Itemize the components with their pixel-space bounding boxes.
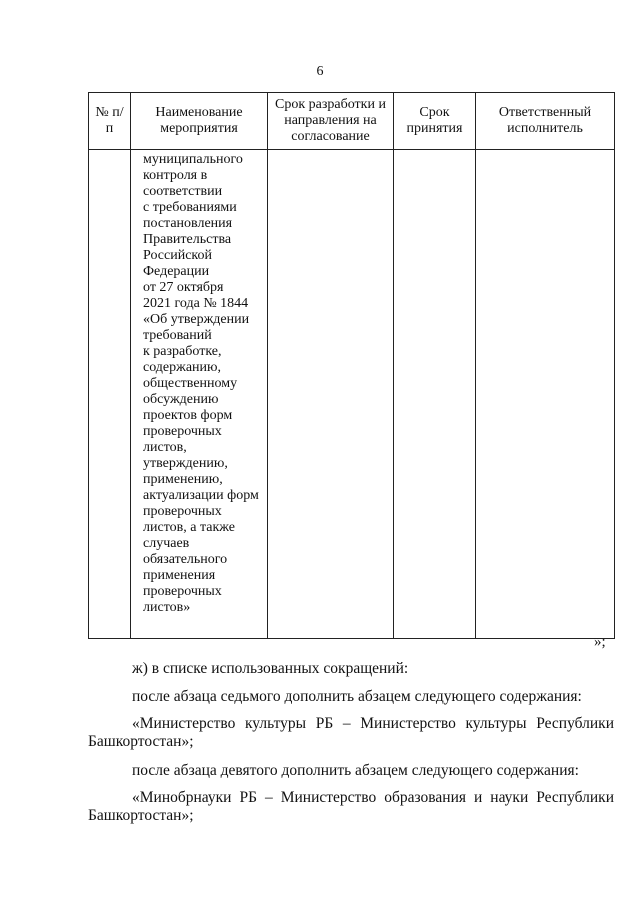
event-name-line: проверочных [143, 504, 222, 519]
event-name-line: с требованиями [143, 200, 237, 215]
event-name-line: «Об утверждении [143, 312, 250, 327]
event-name-line: утверждению, [143, 456, 228, 471]
cell-development-deadline [268, 150, 394, 639]
event-name-line: Федерации [143, 264, 210, 279]
cell-responsible [476, 150, 615, 639]
event-name-line: применению, [143, 472, 223, 487]
event-name-line: применения [143, 568, 216, 583]
event-name-line: содержанию, [143, 360, 221, 375]
closing-quote-mark: »; [594, 634, 606, 650]
event-name-line: соответствии [143, 184, 223, 199]
paragraph-ministry-culture: «Министерство культуры РБ – Министерство культуры Республики Башкортостан»; [88, 715, 614, 750]
cell-number [89, 150, 131, 639]
event-name-line: Российской [143, 248, 212, 263]
event-name-line: листов» [143, 600, 191, 615]
table-row [89, 150, 615, 639]
cell-adoption-deadline [394, 150, 476, 639]
event-name-line: проектов форм [143, 408, 233, 423]
page-number: 6 [316, 64, 324, 79]
header-adoption-deadline: Срок принятия [394, 93, 476, 150]
event-name-line: 2021 года № 1844 [143, 296, 249, 311]
event-name-line: общественному [143, 376, 238, 391]
event-name-line: случаев [143, 536, 190, 551]
event-name-line: листов, а также [143, 520, 235, 535]
event-name-line: муниципального [143, 152, 243, 167]
paragraph-abbreviations-list: ж) в списке использованных сокращений: [132, 660, 409, 677]
event-name-line: проверочных [143, 584, 222, 599]
event-name-line: от 27 октября [143, 280, 224, 295]
event-name-line: обсуждению [143, 392, 219, 407]
event-name-line: контроля в [143, 168, 208, 183]
event-name-line: Правительства [143, 232, 232, 247]
paragraph-after-seventh: после абзаца седьмого дополнить абзацем следующего содержания: [132, 688, 582, 705]
cell-event-name [131, 150, 268, 639]
event-name-line: обязательного [143, 552, 228, 567]
events-table [88, 92, 615, 639]
header-responsible: Ответственный исполнитель [476, 93, 615, 150]
paragraph-after-ninth: после абзаца девятого дополнить абзацем следующего содержания: [132, 762, 579, 779]
event-name-line: листов, [143, 440, 187, 455]
event-name-line: постановления [143, 216, 233, 231]
event-name-line: к разработке, [143, 344, 222, 359]
event-name-line: требований [143, 328, 212, 343]
header-event-name: Наименование мероприятия [131, 93, 268, 150]
table-header-row [89, 93, 615, 150]
paragraph-ministry-education: «Минобрнауки РБ – Министерство образования и науки Республики Башкортостан»; [88, 789, 614, 824]
event-name-line: проверочных [143, 424, 222, 439]
event-name-line: актуализации форм [143, 488, 259, 503]
header-development-deadline: Срок разработки и направления на согласование [268, 93, 394, 150]
header-number: № п/п [89, 93, 131, 150]
